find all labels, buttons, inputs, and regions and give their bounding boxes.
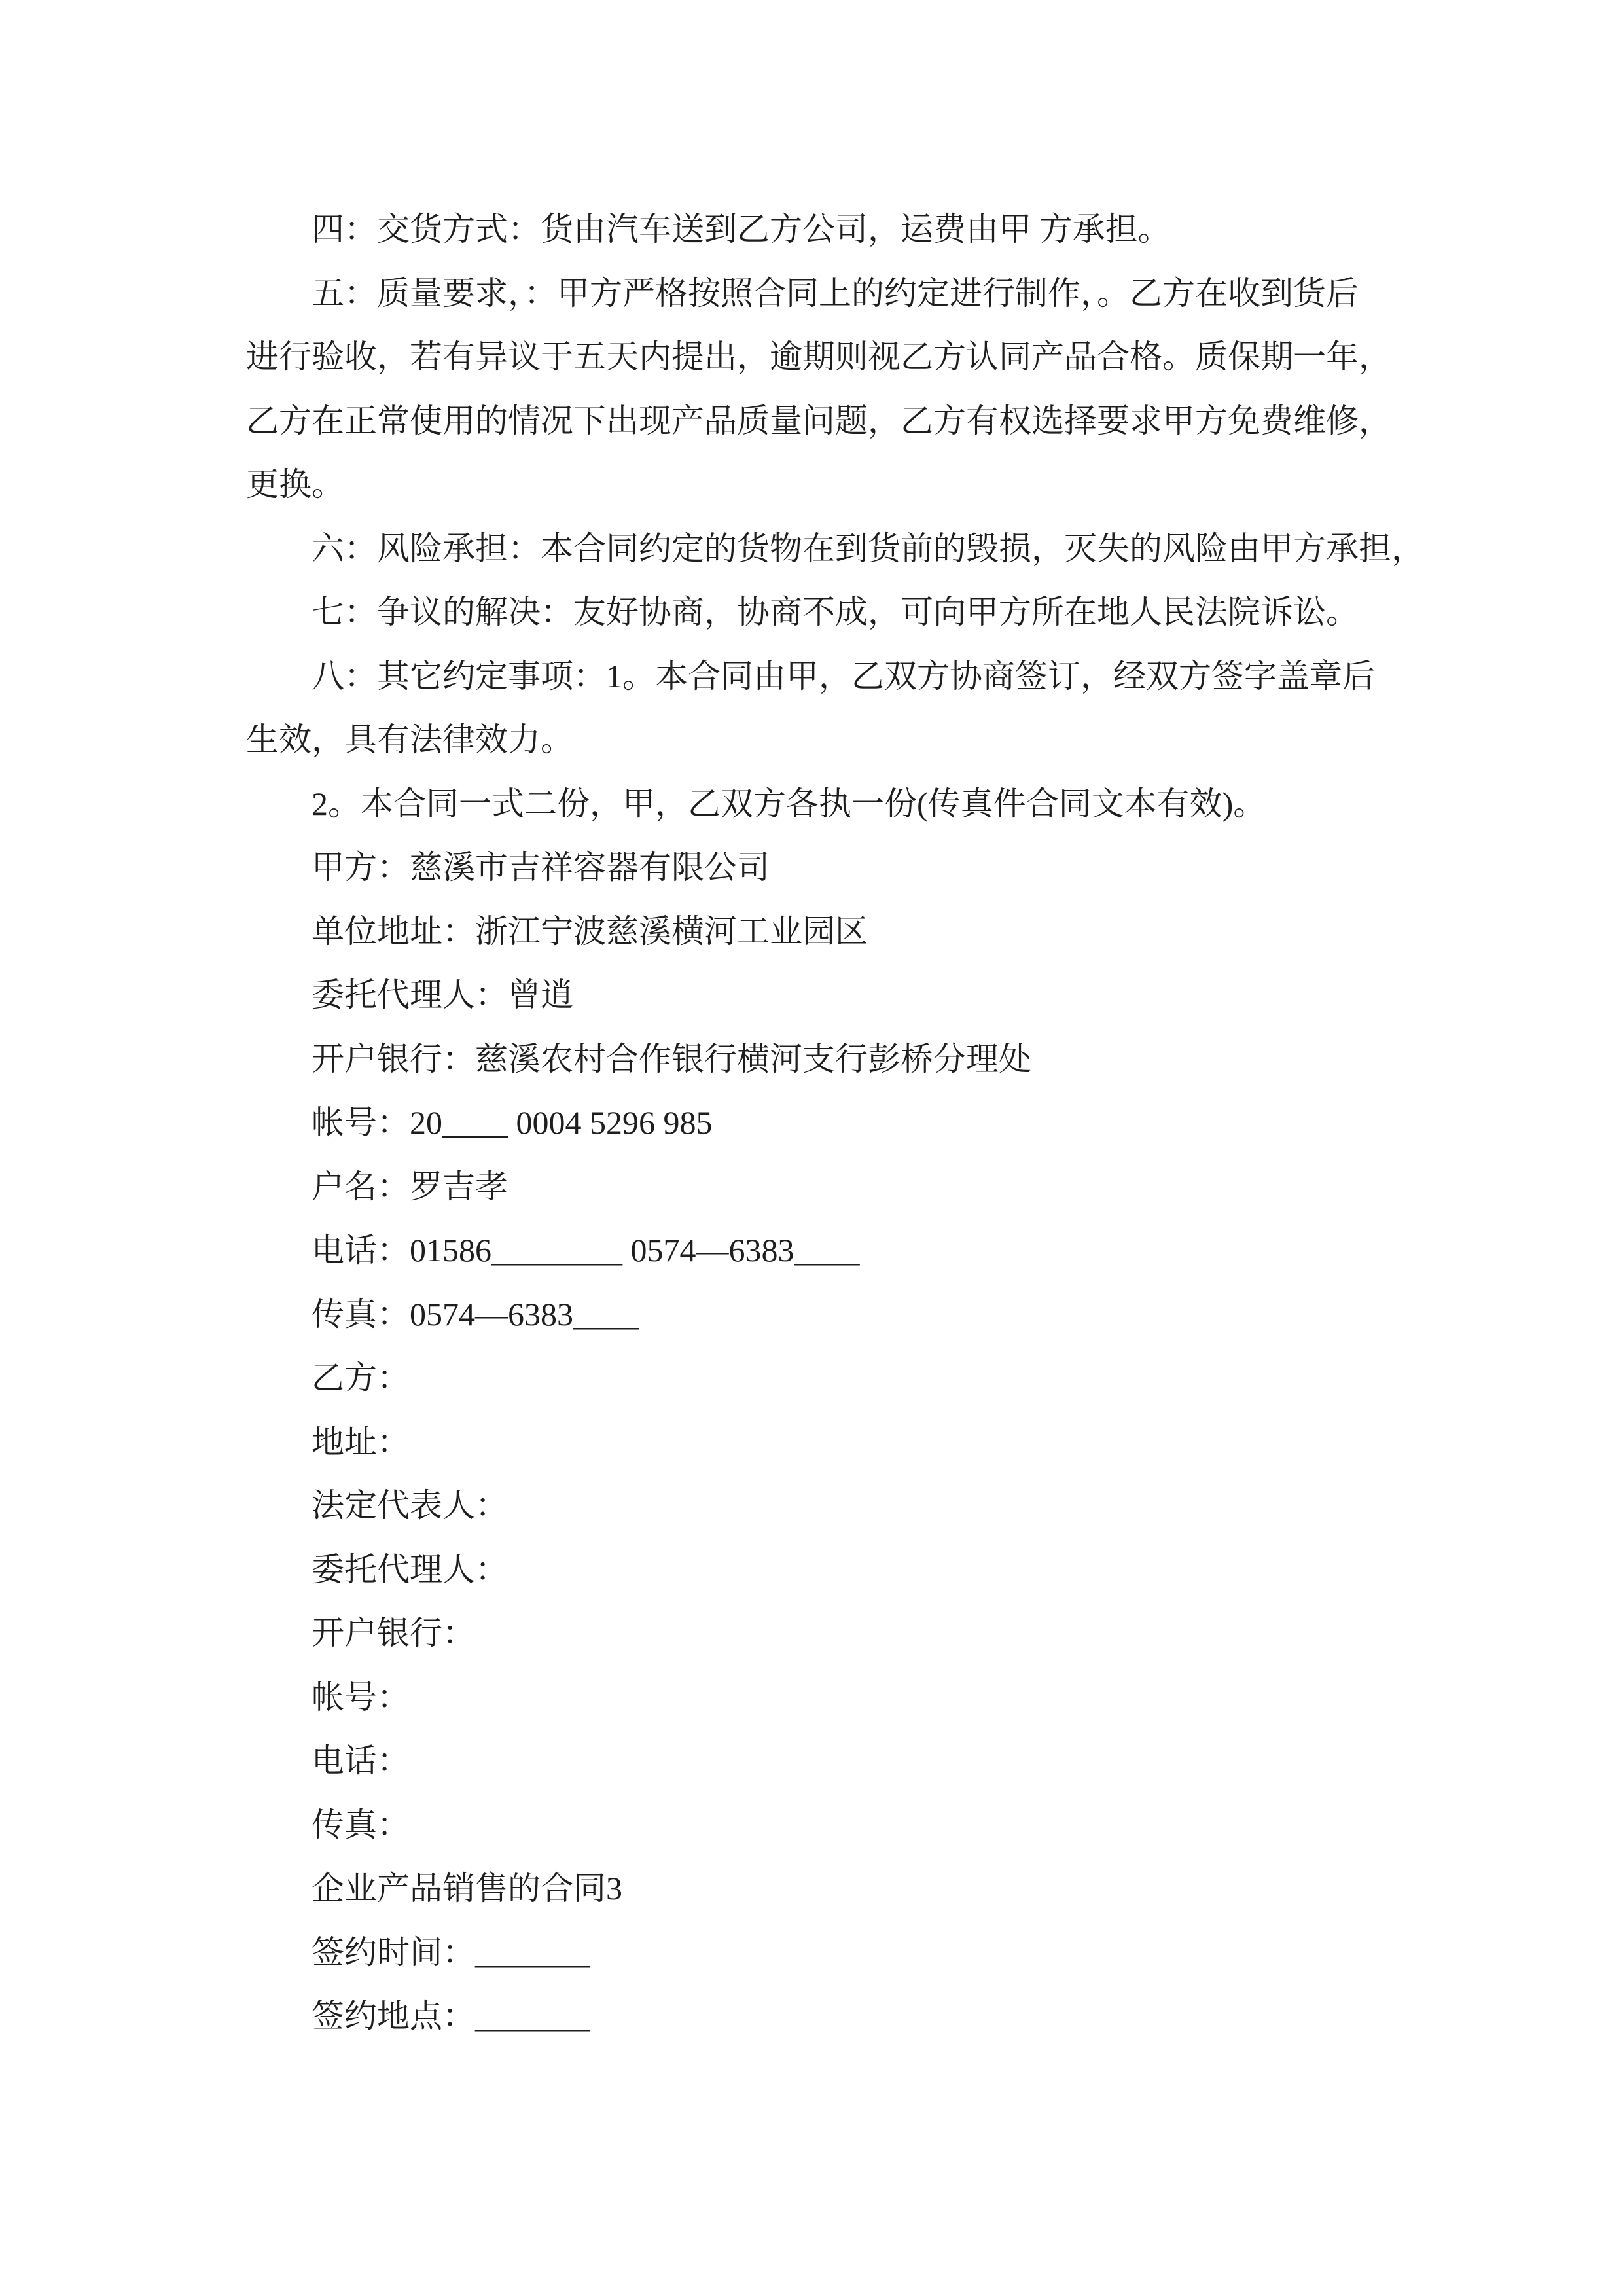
field-value: 罗吉孝: [410, 1168, 508, 1205]
field-label: 开户银行：: [312, 1040, 475, 1077]
party-a-agent: [246, 963, 1411, 1028]
party-a-account-name: [246, 1155, 1411, 1219]
party-b-agent-label: 委托代理人：: [312, 1551, 508, 1588]
clause-risk: 六：风险承担：本合同约定的货物在到货前的毁损，灭失的风险由甲方承担，: [312, 529, 1424, 567]
field-value: 0574—6383____: [410, 1295, 639, 1333]
field-value: 慈溪市吉祥容器有限公司: [410, 849, 770, 886]
party-b-address-label: 地址：: [312, 1423, 410, 1460]
field-label: 甲方：: [312, 849, 410, 886]
clause-quality-line-3: 乙方在正常使用的情况下出现产品质量问题，乙方有权选择要求甲方免费维修，: [246, 402, 1391, 439]
clause-other-line-2: 生效，具有法律效力。: [246, 721, 573, 758]
field-label: 签约时间：: [312, 1933, 475, 1971]
field-label: 帐号：: [312, 1104, 410, 1141]
field-value: _______: [475, 1933, 590, 1971]
party-a-account: [246, 1091, 1411, 1155]
field-label: 签约地点：: [312, 1998, 475, 2034]
field-value: _______: [475, 1998, 590, 2034]
field-label: 电话：: [312, 1232, 410, 1268]
clause-quality-line-4: 更换。: [246, 466, 344, 503]
clause-delivery: 四：交货方式：货由汽车送到乙方公司，运费由甲 方承担。: [312, 211, 1171, 247]
field-value: 01586________ 0574—6383____: [410, 1232, 860, 1268]
party-b-account-label: 帐号：: [312, 1678, 410, 1715]
party-a-bank: [246, 1028, 1411, 1092]
party-b-phone-label: 电话：: [312, 1742, 410, 1779]
clause-quality-line-2: 进行验收，若有异议于五天内提出，逾期则视乙方认同产品合格。质保期一年，: [246, 338, 1391, 375]
clause-quality-line-1: 五：质量要求，：甲方严格按照合同上的约定进行制作，。乙方在收到货后: [312, 274, 1359, 312]
field-value: 曾逍: [508, 977, 573, 1013]
next-contract-title: 企业产品销售的合同3: [312, 1870, 622, 1907]
party-a-address: [246, 900, 1411, 964]
party-a-fax: [246, 1283, 1411, 1347]
party-a-phone: [246, 1219, 1411, 1283]
clause-other-line-1: 八：其它约定事项：1。本合同由甲，乙双方协商签订，经双方签字盖章后: [312, 657, 1375, 694]
field-value: 20____ 0004 5296 985: [410, 1104, 713, 1141]
field-value: 慈溪农村合作银行横河支行彭桥分理处: [475, 1040, 1031, 1077]
party-b-legal-rep-label: 法定代表人：: [312, 1487, 508, 1524]
field-label: 单位地址：: [312, 912, 475, 950]
clause-dispute: 七：争议的解决：友好协商，协商不成，可向甲方所在地人民法院诉讼。: [312, 594, 1359, 630]
field-label: 传真：: [312, 1295, 410, 1333]
field-value: 浙江宁波慈溪横河工业园区: [475, 912, 868, 950]
party-b-name-label: 乙方：: [312, 1359, 410, 1396]
clause-copies: 2。本合同一式二份，甲，乙双方各执一份(传真件合同文本有效)。: [312, 785, 1266, 822]
signing-time: [246, 1921, 1411, 1985]
party-b-fax-label: 传真：: [312, 1806, 410, 1843]
contract-body: [246, 198, 1424, 2049]
signing-place: [246, 1984, 1411, 2049]
party-a-name: [246, 836, 1411, 900]
party-b-bank-label: 开户银行：: [312, 1615, 475, 1651]
field-label: 委托代理人：: [312, 977, 508, 1013]
field-label: 户名：: [312, 1168, 410, 1205]
